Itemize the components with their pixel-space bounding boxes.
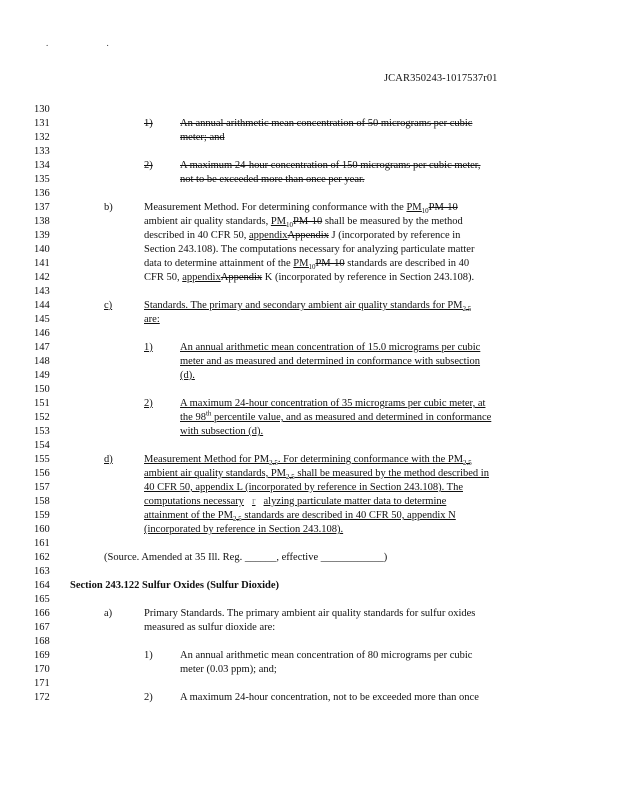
inserted-text: with subsection (d). bbox=[180, 426, 264, 437]
inserted-text: the 98th percentile value, and as measured and determined in conformance bbox=[180, 409, 492, 423]
scan-marks: . . bbox=[46, 38, 137, 48]
deleted-text: A maximum 24-hour concentration of 150 micrograms per cubic meter, bbox=[180, 160, 481, 171]
line-number: 136 bbox=[34, 188, 50, 199]
deleted-text: An annual arithmetic mean concentration of 50 micrograms per cubic bbox=[180, 118, 473, 129]
paragraph-line: data to determine attainment of the $PM_{10}PM-10$ standards are described in 40 bbox=[144, 258, 470, 272]
deleted-text: meter; and bbox=[180, 132, 225, 143]
line-number: 164 bbox=[34, 580, 50, 591]
paragraph-line: A maximum 24-hour concentration, not to be exceeded more than once bbox=[180, 692, 479, 703]
line-number: 163 bbox=[34, 566, 50, 577]
line-number: 134 bbox=[34, 160, 50, 171]
inserted-text: computations necessary r alyzing particulate matter data to determine bbox=[144, 496, 447, 507]
inserted-text: (d). bbox=[180, 370, 195, 381]
line-number: 162 bbox=[34, 552, 50, 563]
item-marker: 1) bbox=[144, 342, 153, 353]
line-number: 150 bbox=[34, 384, 50, 395]
line-number: 155 bbox=[34, 454, 50, 465]
line-number: 157 bbox=[34, 482, 50, 493]
line-number: 145 bbox=[34, 314, 50, 325]
inserted-text: Standards. The primary and secondary ambient air quality standards for $PM_{2.5}$ bbox=[144, 300, 472, 314]
line-number: 158 bbox=[34, 496, 50, 507]
inserted-text: A maximum 24-hour concentration of 35 micrograms per cubic meter, at bbox=[180, 398, 486, 409]
deleted-text: not to be exceeded more than once per year. bbox=[180, 174, 365, 185]
line-number: 142 bbox=[34, 272, 50, 283]
line-number: 167 bbox=[34, 622, 50, 633]
item-marker: 2) bbox=[144, 692, 153, 703]
line-number: 148 bbox=[34, 356, 50, 367]
line-number: 170 bbox=[34, 664, 50, 675]
item-marker: d) bbox=[104, 454, 113, 465]
paragraph-line: An annual arithmetic mean concentration of 80 micrograms per cubic bbox=[180, 650, 473, 661]
line-number: 152 bbox=[34, 412, 50, 423]
line-number: 137 bbox=[34, 202, 50, 213]
line-number: 135 bbox=[34, 174, 50, 185]
line-number: 143 bbox=[34, 286, 50, 297]
line-number: 147 bbox=[34, 342, 50, 353]
source-note: (Source. Amended at 35 Ill. Reg. ______, effective ____________) bbox=[104, 552, 388, 563]
item-marker: 1) bbox=[144, 118, 153, 129]
item-marker: a) bbox=[104, 608, 113, 619]
item-marker: c) bbox=[104, 300, 113, 311]
line-number: 149 bbox=[34, 370, 50, 381]
line-number: 154 bbox=[34, 440, 50, 451]
inserted-text: (incorporated by reference in Section 243.108). bbox=[144, 524, 344, 535]
inserted-text: ambient air quality standards, $PM_{2.5}$ shall be measured by the method described in bbox=[144, 468, 489, 482]
paragraph-line: Primary Standards. The primary ambient air quality standards for sulfur oxides bbox=[144, 608, 476, 619]
line-number: 153 bbox=[34, 426, 50, 437]
line-number: 132 bbox=[34, 132, 50, 143]
line-number: 141 bbox=[34, 258, 50, 269]
item-marker: 2) bbox=[144, 160, 153, 171]
line-number: 151 bbox=[34, 398, 50, 409]
inserted-text: Measurement Method for $PM_{2.5}$. For determining conformance with the $PM_{2.5}$ bbox=[144, 454, 472, 468]
line-number: 130 bbox=[34, 104, 50, 115]
paragraph-line: Measurement Method. For determining conformance with the $PM_{10}PM-10$ bbox=[144, 202, 458, 216]
paragraph-line: Section 243.108). The computations necessary for analyzing particulate matter bbox=[144, 244, 475, 255]
item-marker: 2) bbox=[144, 398, 153, 409]
line-number: 160 bbox=[34, 524, 50, 535]
item-marker: b) bbox=[104, 202, 113, 213]
line-number: 146 bbox=[34, 328, 50, 339]
line-number: 138 bbox=[34, 216, 50, 227]
paragraph-line: meter (0.03 ppm); and; bbox=[180, 664, 277, 675]
line-number: 165 bbox=[34, 594, 50, 605]
inserted-text: An annual arithmetic mean concentration of 15.0 micrograms per cubic bbox=[180, 342, 481, 353]
line-number: 161 bbox=[34, 538, 50, 549]
line-number: 166 bbox=[34, 608, 50, 619]
document-id: JCAR350243-1017537r01 bbox=[384, 73, 498, 84]
line-number: 133 bbox=[34, 146, 50, 157]
item-marker: 1) bbox=[144, 650, 153, 661]
line-number: 171 bbox=[34, 678, 50, 689]
paragraph-line: measured as sulfur dioxide are: bbox=[144, 622, 276, 633]
line-number: 168 bbox=[34, 636, 50, 647]
inserted-text: attainment of the $PM_{2.5}$ standards are described in 40 CFR 50, appendix N bbox=[144, 510, 456, 524]
line-number: 131 bbox=[34, 118, 50, 129]
line-number: 156 bbox=[34, 468, 50, 479]
paragraph-line: ambient air quality standards, $PM_{10}PM-10$ shall be measured by the method bbox=[144, 216, 463, 230]
line-number: 140 bbox=[34, 244, 50, 255]
line-number: 139 bbox=[34, 230, 50, 241]
inserted-text: 40 CFR 50, appendix L (incorporated by reference in Section 243.108). The bbox=[144, 482, 463, 493]
paragraph-line: described in 40 CFR 50, appendixAppendix J (incorporated by reference in bbox=[144, 230, 461, 241]
inserted-text: are: bbox=[144, 314, 160, 325]
line-number: 169 bbox=[34, 650, 50, 661]
section-heading: Section 243.122 Sulfur Oxides (Sulfur Dioxide) bbox=[70, 580, 280, 591]
line-number: 172 bbox=[34, 692, 50, 703]
inserted-text: meter and as measured and determined in conformance with subsection bbox=[180, 356, 481, 367]
line-number: 144 bbox=[34, 300, 50, 311]
line-number: 159 bbox=[34, 510, 50, 521]
paragraph-line: CFR 50, appendixAppendix K (incorporated by reference in Section 243.108). bbox=[144, 272, 475, 283]
